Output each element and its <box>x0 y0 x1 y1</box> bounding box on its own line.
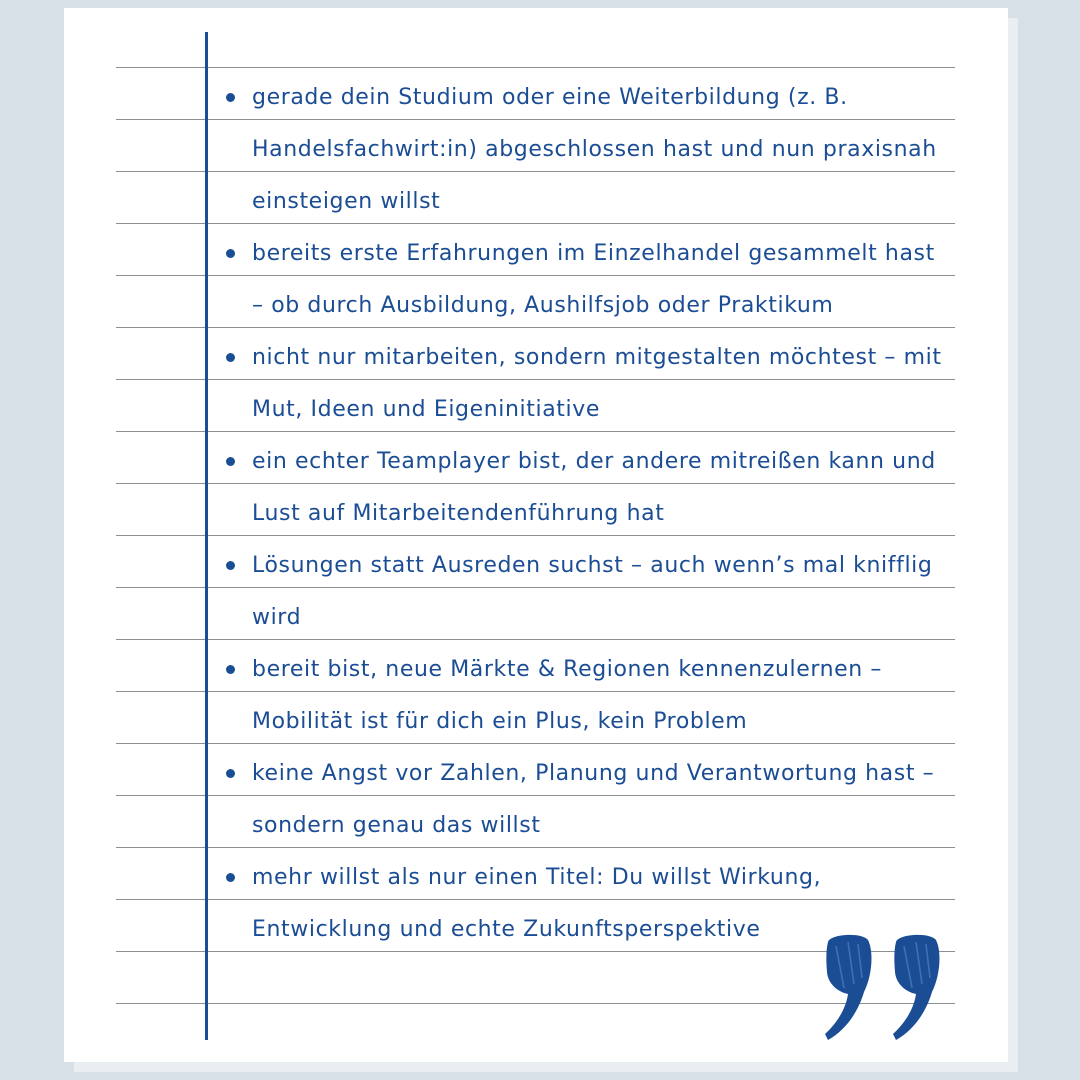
requirements-list <box>222 72 952 956</box>
list-item-text: mehr willst als nur einen Titel: Du willst Wirkung, Entwicklung und echte Zukunftsperspektive <box>252 865 822 942</box>
bullet-icon <box>226 665 235 674</box>
bullet-icon <box>226 873 235 882</box>
list-item-text: nicht nur mitarbeiten, sondern mitgestalten möchtest – mit Mut, Ideen und Eigeninitiative <box>252 345 942 422</box>
bullet-icon <box>226 561 235 570</box>
closing-quote-icon <box>818 928 948 1048</box>
list-item-text: gerade dein Studium oder eine Weiterbildung (z. B. Handelsfachwirt:in) abgeschlossen hast und nun praxisnah einsteigen willst <box>252 85 937 214</box>
list-item-text: bereits erste Erfahrungen im Einzelhandel gesammelt hast – ob durch Ausbildung, Aushilfsjob oder Praktikum <box>252 241 935 318</box>
bullet-icon <box>226 93 235 102</box>
margin-line <box>205 32 208 1040</box>
list-item-text: keine Angst vor Zahlen, Planung und Verantwortung hast – sondern genau das willst <box>252 761 935 838</box>
list-item <box>222 228 952 332</box>
list-item <box>222 644 952 748</box>
list-item <box>222 540 952 644</box>
list-item-text: Lösungen statt Ausreden suchst – auch wenn’s mal knifflig wird <box>252 553 933 630</box>
list-item-text: bereit bist, neue Märkte & Regionen kennenzulernen – Mobilität ist für dich ein Plus, kein Problem <box>252 657 883 734</box>
ruled-line <box>116 67 955 68</box>
bullet-icon <box>226 249 235 258</box>
list-item <box>222 332 952 436</box>
list-item-text: ein echter Teamplayer bist, der andere mitreißen kann und Lust auf Mitarbeitendenführung hat <box>252 449 936 526</box>
list-item <box>222 748 952 852</box>
bullet-icon <box>226 769 235 778</box>
bullet-icon <box>226 353 235 362</box>
bullet-icon <box>226 457 235 466</box>
list-item <box>222 72 952 228</box>
list-item <box>222 436 952 540</box>
